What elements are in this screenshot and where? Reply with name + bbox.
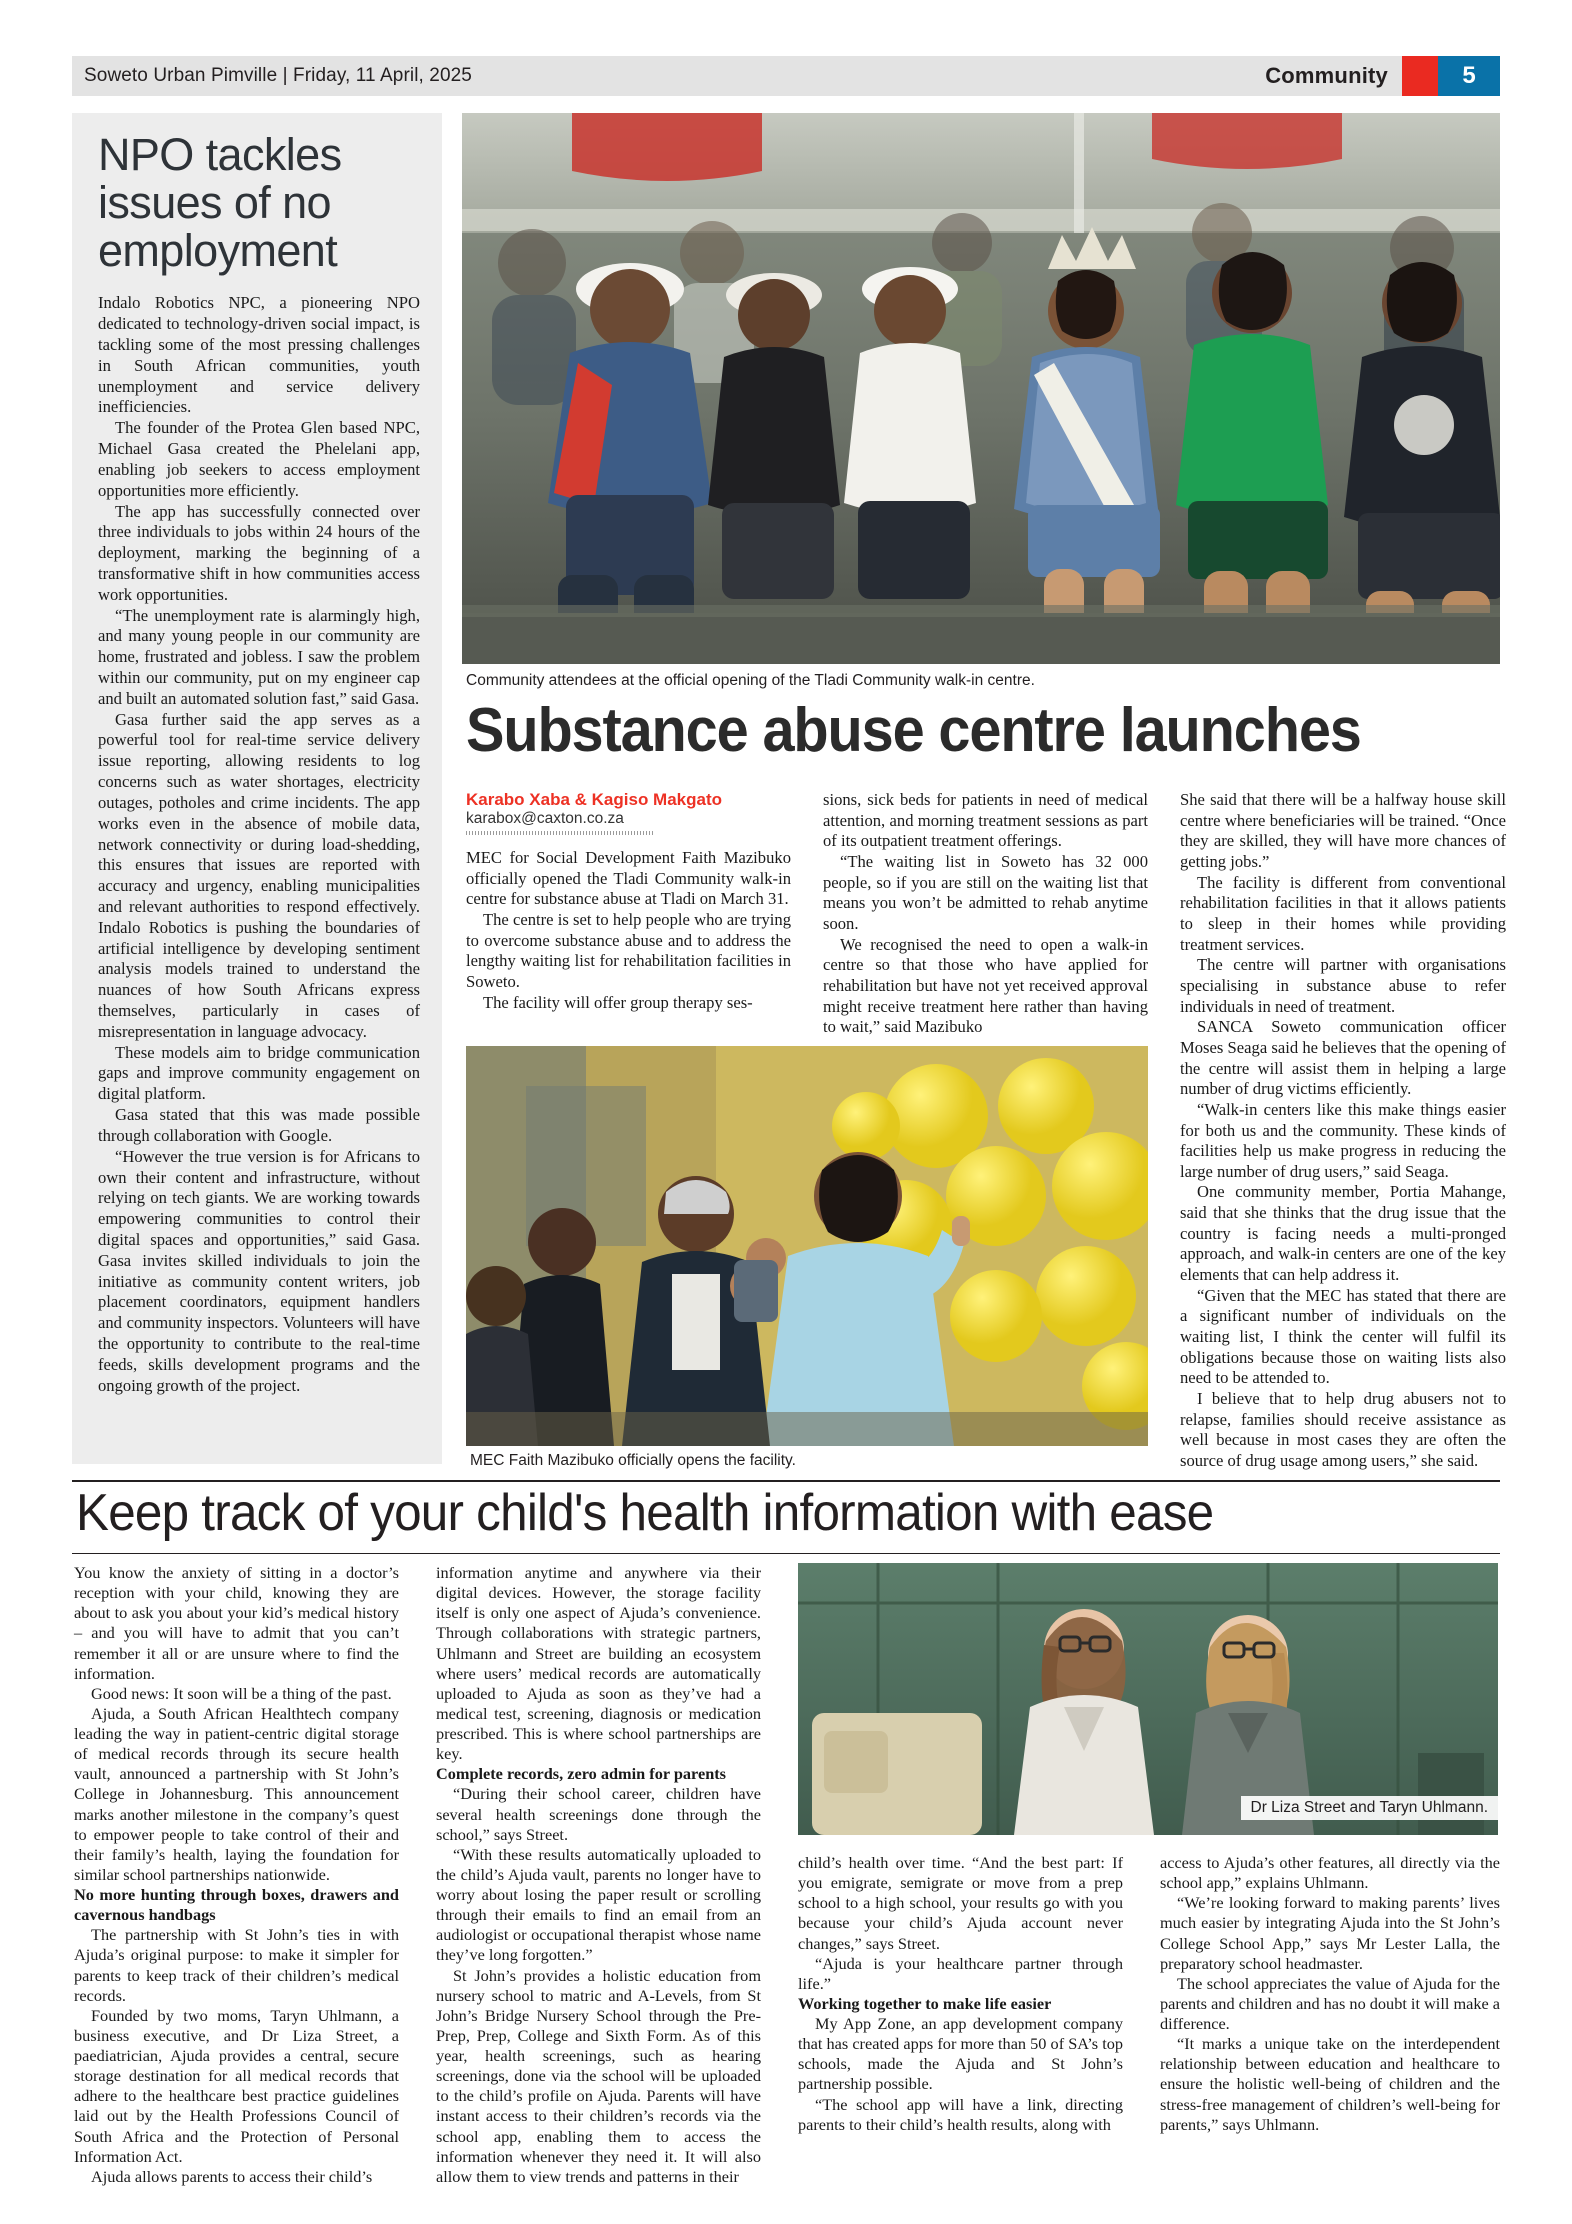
section-label: Community [1265,63,1388,88]
paragraph: My App Zone, an app development company that has created apps for more than 50 of SA’s top schools, made the Ajuda and St John’s partnership possible. [798,2014,1123,2094]
byline-email: karabox@caxton.co.za [466,809,624,827]
bottom-column-1 [74,1563,399,2187]
paragraph: We recognised the need to open a walk-in centre so that those who have applied for rehabilitation but have not yet received approval might receive treatment here rather than having to wait,” said Mazibuko [823,934,1148,1037]
paragraph: The founder of the Protea Glen based NPC, Michael Gasa created the Phelelani app, enabling job seekers to access employment opportunities more efficiently. [98,418,420,500]
paragraph: Gasa further said the app serves as a powerful tool for real-time service delivery issue reporting, allowing residents to log concerns such as water shortages, electricity outages, potholes and crime incidents. The app works even in the absence of mobile data, network connectivity or during load-shedding, this ensures that issues are reported with accuracy and urgency, enabling municipalities and relevant authorities to respond effectively. Indalo Robotics is pushing the boundaries of artificial intelligence by developing sentiment analysis models trained to understand the nuances of how South Africans express themselves, particularly in cases of misrepresentation in language advocacy. [98,709,420,1041]
section-divider-top [72,1480,1500,1482]
paragraph: “The unemployment rate is alarmingly high, and many young people in our community are home, frustrated and jobless. I saw the problem within our community, put on my engineer cap and built an automated solution fast,” said Gasa. [98,605,420,708]
sidebar-body [98,293,420,1396]
paragraph: Gasa stated that this was made possible through collaboration with Google. [98,1105,420,1145]
paragraph: The centre will partner with organisations specialising in substance abuse to refer individuals in need of treatment. [1180,955,1506,1016]
inset-photo-caption: MEC Faith Mazibuko officially opens the facility. [470,1452,796,1469]
paragraph: The app has successfully connected over three individuals to jobs within 24 hours of the deployment, marking the beginning of a transformative shift in how communities access work opportunities. [98,501,420,604]
main-column-2 [823,790,1148,1038]
paragraph: “However the true version is for Africans to own their content and infrastructure, without relying on tech giants. We are working towards empowering communities to control their digital spaces and opportunities,” said Gasa. Gasa invites skilled individuals to join the initiative as community content writers, job placement coordinators, equipment handlers and community inspectors. Volunteers will have the opportunity to contribute to the real-time feeds, skills development programs and the ongoing growth of the project. [98,1146,420,1395]
main-headline: Substance abuse centre launches [466,696,1361,765]
paragraph: Founded by two moms, Taryn Uhlmann, a business executive, and Dr Liza Street, a paediatrician, Ajuda provides a central, secure storage destination for all medical records that adhere to the healthcare best practice guidelines laid out by the Health Professions Council of South Africa and the Protection of Personal Information Act. [74,2005,399,2166]
paragraph: I believe that to help drug abusers not to relapse, families should receive assistance as well because in most cases they are often the source of drug usage among users,” she said. [1180,1389,1506,1470]
bottom-headline: Keep track of your child's health information with ease [76,1484,1214,1542]
paragraph: “Walk-in centers like this make things easier for both us and the community. These kinds of facilities help us make progress in reducing the large number of drug users,” said Seaga. [1180,1099,1506,1181]
bottom-column-2 [436,1563,761,2187]
publication-title: Soweto Urban Pimville | Friday, 11 April, 2025 [84,65,472,86]
hero-photo-illustration [462,113,1500,664]
paragraph: “We’re looking forward to making parents’ lives much easier by integrating Ajuda into the St John’s College School App,” says Mr Lester Lalla, the preparatory school headmaster. [1160,1893,1500,1973]
paragraph: access to Ajuda’s other features, all directly via the school app,” explains Uhlmann. [1160,1853,1500,1893]
sidebar-headline: NPO tackles issues of no employment [98,129,342,277]
paragraph: Good news: It soon will be a thing of the past. [91,1683,392,1703]
paragraph: “The waiting list in Soweto has 32 000 people, so if you are still on the waiting list that means you won’t be admitted to rehab anytime soon. [823,851,1148,933]
paragraph: The school appreciates the value of Ajuda for the parents and children and has no doubt it will make a difference. [1160,1973,1501,2033]
paragraph: These models aim to bridge communication gaps and improve community engagement on digital platform. [98,1042,420,1104]
paragraph: The centre is set to help people who are trying to overcome substance abuse and to address the lengthy waiting list for rehabilitation facilities in Soweto. [466,910,791,992]
bottom-photo-caption: Dr Liza Street and Taryn Uhlmann. [1241,1796,1499,1820]
main-column-1 [466,790,791,1013]
paragraph: SANCA Soweto communication officer Moses Seaga said he believes that the opening of the centre will assist them in helping a large number of drug victims efficiently. [1180,1017,1506,1099]
section-divider-bottom [72,1553,1500,1554]
main-column-3 [1180,790,1506,1472]
paragraph: “Given that the MEC has stated that there are a significant number of individuals on the waiting list, I think the center will fulfil its obligations because those on waiting lists also need to be attended to. [1180,1285,1506,1388]
paragraph: Ajuda, a South African Healthtech company leading the way in patient-centric digital storage of medical records through its secure health vault, announced a partnership with St John’s College in Johannesburg. This announcement marks another milestone in the company’s quest to empower people to take control of their and their family’s health, laying the foundation for similar school partnerships nationwide. [74,1703,399,1884]
byline-authors: Karabo Xaba & Kagiso Makgato [466,790,723,809]
subheading: Working together to make life easier [798,1993,1052,2013]
bottom-photo-illustration [798,1563,1498,1835]
paragraph: Ajuda allows parents to access their child’s [91,2166,373,2186]
paragraph: “Ajuda is your healthcare partner through life.” [798,1953,1123,1993]
paragraph: “With these results automatically uploaded to the child’s Ajuda vault, parents no longer have to worry about losing the paper result or scrolling through their emails to find an email from an audiologist or occupational therapist whose name they’ve long forgotten.” [436,1844,761,1965]
red-swatch-icon [1402,56,1438,96]
subheading: No more hunting through boxes, drawers and cavernous handbags [74,1885,399,1925]
paragraph: The facility is different from conventional rehabilitation facilities in that it allows patients to sleep in their homes while providing treatment services. [1180,872,1506,954]
inset-photo-illustration [466,1046,1148,1446]
masthead-bar [72,56,1500,96]
paragraph: “During their school career, children have several health screenings done through the school,” says Street. [436,1784,761,1844]
paragraph: Indalo Robotics NPC, a pioneering NPO dedicated to technology-driven social impact, is tackling some of the most pressing challenges in South African communities, youth unemployment and service delivery inefficiencies. [98,293,420,417]
bottom-column-4 [1160,1853,1500,2135]
paragraph: child’s health over time. “And the best part: If you emigrate, semigrate or move from a prep school to a high school, your results go with you because your child’s Ajuda account never changes,” says Street. [798,1853,1123,1953]
paragraph: St John’s provides a holistic education from nursery school to matric and A-Levels, from St John’s Bridge Nursery School through the Pre-Prep, Prep, College and Sixth Form. As of this year, health screenings, such as hearing screenings, done via the school will be uploaded to the child’s profile on Ajuda. Parents will have instant access to their children’s records via the school app, enabling them to access the information whenever they need it. It will also allow them to view trends and patterns in their [436,1965,761,2186]
paragraph: sions, sick beds for patients in need of medical attention, and morning treatment sessions as part of its outpatient treatment offerings. [823,790,1148,851]
subheading: Complete records, zero admin for parents [436,1764,727,1784]
paragraph: MEC for Social Development Faith Mazibuko officially opened the Tladi Community walk-in centre for substance abuse at Tladi on March 31. [466,848,791,909]
bottom-photo [798,1563,1498,1835]
sidebar-article [72,113,442,1464]
paragraph: “It marks a unique take on the interdependent relationship between education and healthcare to ensure the holistic well-being of children and the stress-free management of children’s well-being for parents,” says Uhlmann. [1160,2034,1500,2134]
hero-photo-caption: Community attendees at the official opening of the Tladi Community walk-in centre. [466,672,1035,689]
paragraph: “The school app will have a link, directing parents to their child’s health results, along with [798,2094,1123,2134]
page-number-badge: 5 [1438,56,1500,96]
hero-photo [462,113,1500,664]
bottom-column-3 [798,1853,1123,2135]
paragraph: The partnership with St John’s ties in with Ajuda’s original purpose: to make it simpler for parents to keep track of their children’s medical records. [74,1925,399,2005]
paragraph: information anytime and anywhere via their digital devices. However, the storage facility itself is only one aspect of Ajuda’s convenience. Through collaborations with strategic partners, Uhlmann and Street are building an ecosystem where users’ medical records are automatically uploaded to Ajuda as soon as they’ve had a medical test, screening, diagnosis or medication prescribed. This is where school partnerships are key. [436,1563,761,1764]
inset-photo [466,1046,1148,1446]
paragraph: One community member, Portia Mahange, said that she thinks that the drug issue that the country is facing needs a multi-pronged approach, and walk-in centers are one of the key elements that can help address it. [1180,1182,1506,1285]
paragraph: The facility will offer group therapy ses- [483,992,753,1012]
paragraph: She said that there will be a halfway house skill centre where beneficiaries will be trained. “Once they are skilled, they will have more chances of getting jobs.” [1180,790,1506,871]
paragraph: You know the anxiety of sitting in a doctor’s reception with your child, knowing they are about to ask you about your kid’s medical history – and you will have to admit that you can’t remember it all or are unsure where to find the information. [74,1563,399,1683]
byline-divider [466,831,654,835]
